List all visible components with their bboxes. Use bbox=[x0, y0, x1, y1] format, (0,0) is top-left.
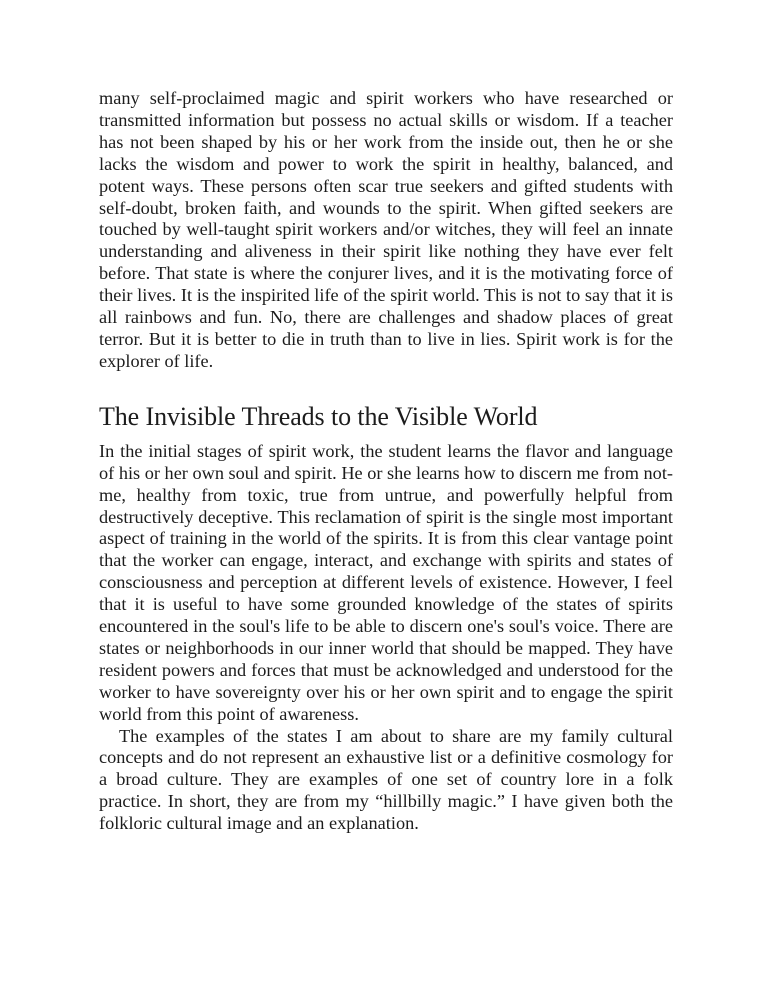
section-heading: The Invisible Threads to the Visible World bbox=[99, 401, 538, 431]
body-paragraph-continuation: many self-proclaimed magic and spirit workers who have researched or transmitted information but possess no actual skills or wisdom. If a teacher has not been shaped by his or her work from the inside out, then he or she lacks the wisdom and power to work the spirit in healthy, balanced, and potent ways. These persons often scar true seekers and gifted students with self-doubt, broken faith, and wounds to the spirit. When gifted seekers are touched by well-taught spirit workers and/or witches, they will feel an innate understanding and aliveness in their spirit like nothing they have ever felt before. That state is where the conjurer lives, and it is the motivating force of their lives. It is the inspirited life of the spirit world. This is not to say that it is all rainbows and fun. No, there are challenges and shadow places of great terror. But it is better to die in truth than to live in lies. Spirit work is for the explorer of life. bbox=[99, 88, 673, 371]
body-paragraph-intro: In the initial stages of spirit work, the student learns the flavor and language of his or her own soul and spirit. He or she learns how to discern me from not-me, healthy from toxic, true from untrue, and powerfully helpful from destructively deceptive. This reclamation of spirit is the single most important aspect of training in the world of the spirits. It is from this clear vantage point that the worker can engage, interact, and exchange with spirits and states of consciousness and perception at different levels of existence. However, I feel that it is useful to have some grounded knowledge of the states of spirits encountered in the soul's life to be able to discern one's soul's voice. There are states or neighborhoods in our inner world that should be mapped. They have resident powers and forces that must be acknowledged and understood for the worker to have sovereignty over his or her own spirit and to engage the spirit world from this point of awareness. bbox=[99, 440, 673, 724]
body-paragraph-examples: The examples of the states I am about to share are my family cultural concepts and do not represent an exhaustive list or a definitive cosmology for a broad culture. They are examples of one set of country lore in a folk practice. In short, they are from my “hillbilly magic.” I have given both the folkloric cultural image and an explanation. bbox=[99, 725, 673, 834]
book-page bbox=[99, 88, 673, 835]
